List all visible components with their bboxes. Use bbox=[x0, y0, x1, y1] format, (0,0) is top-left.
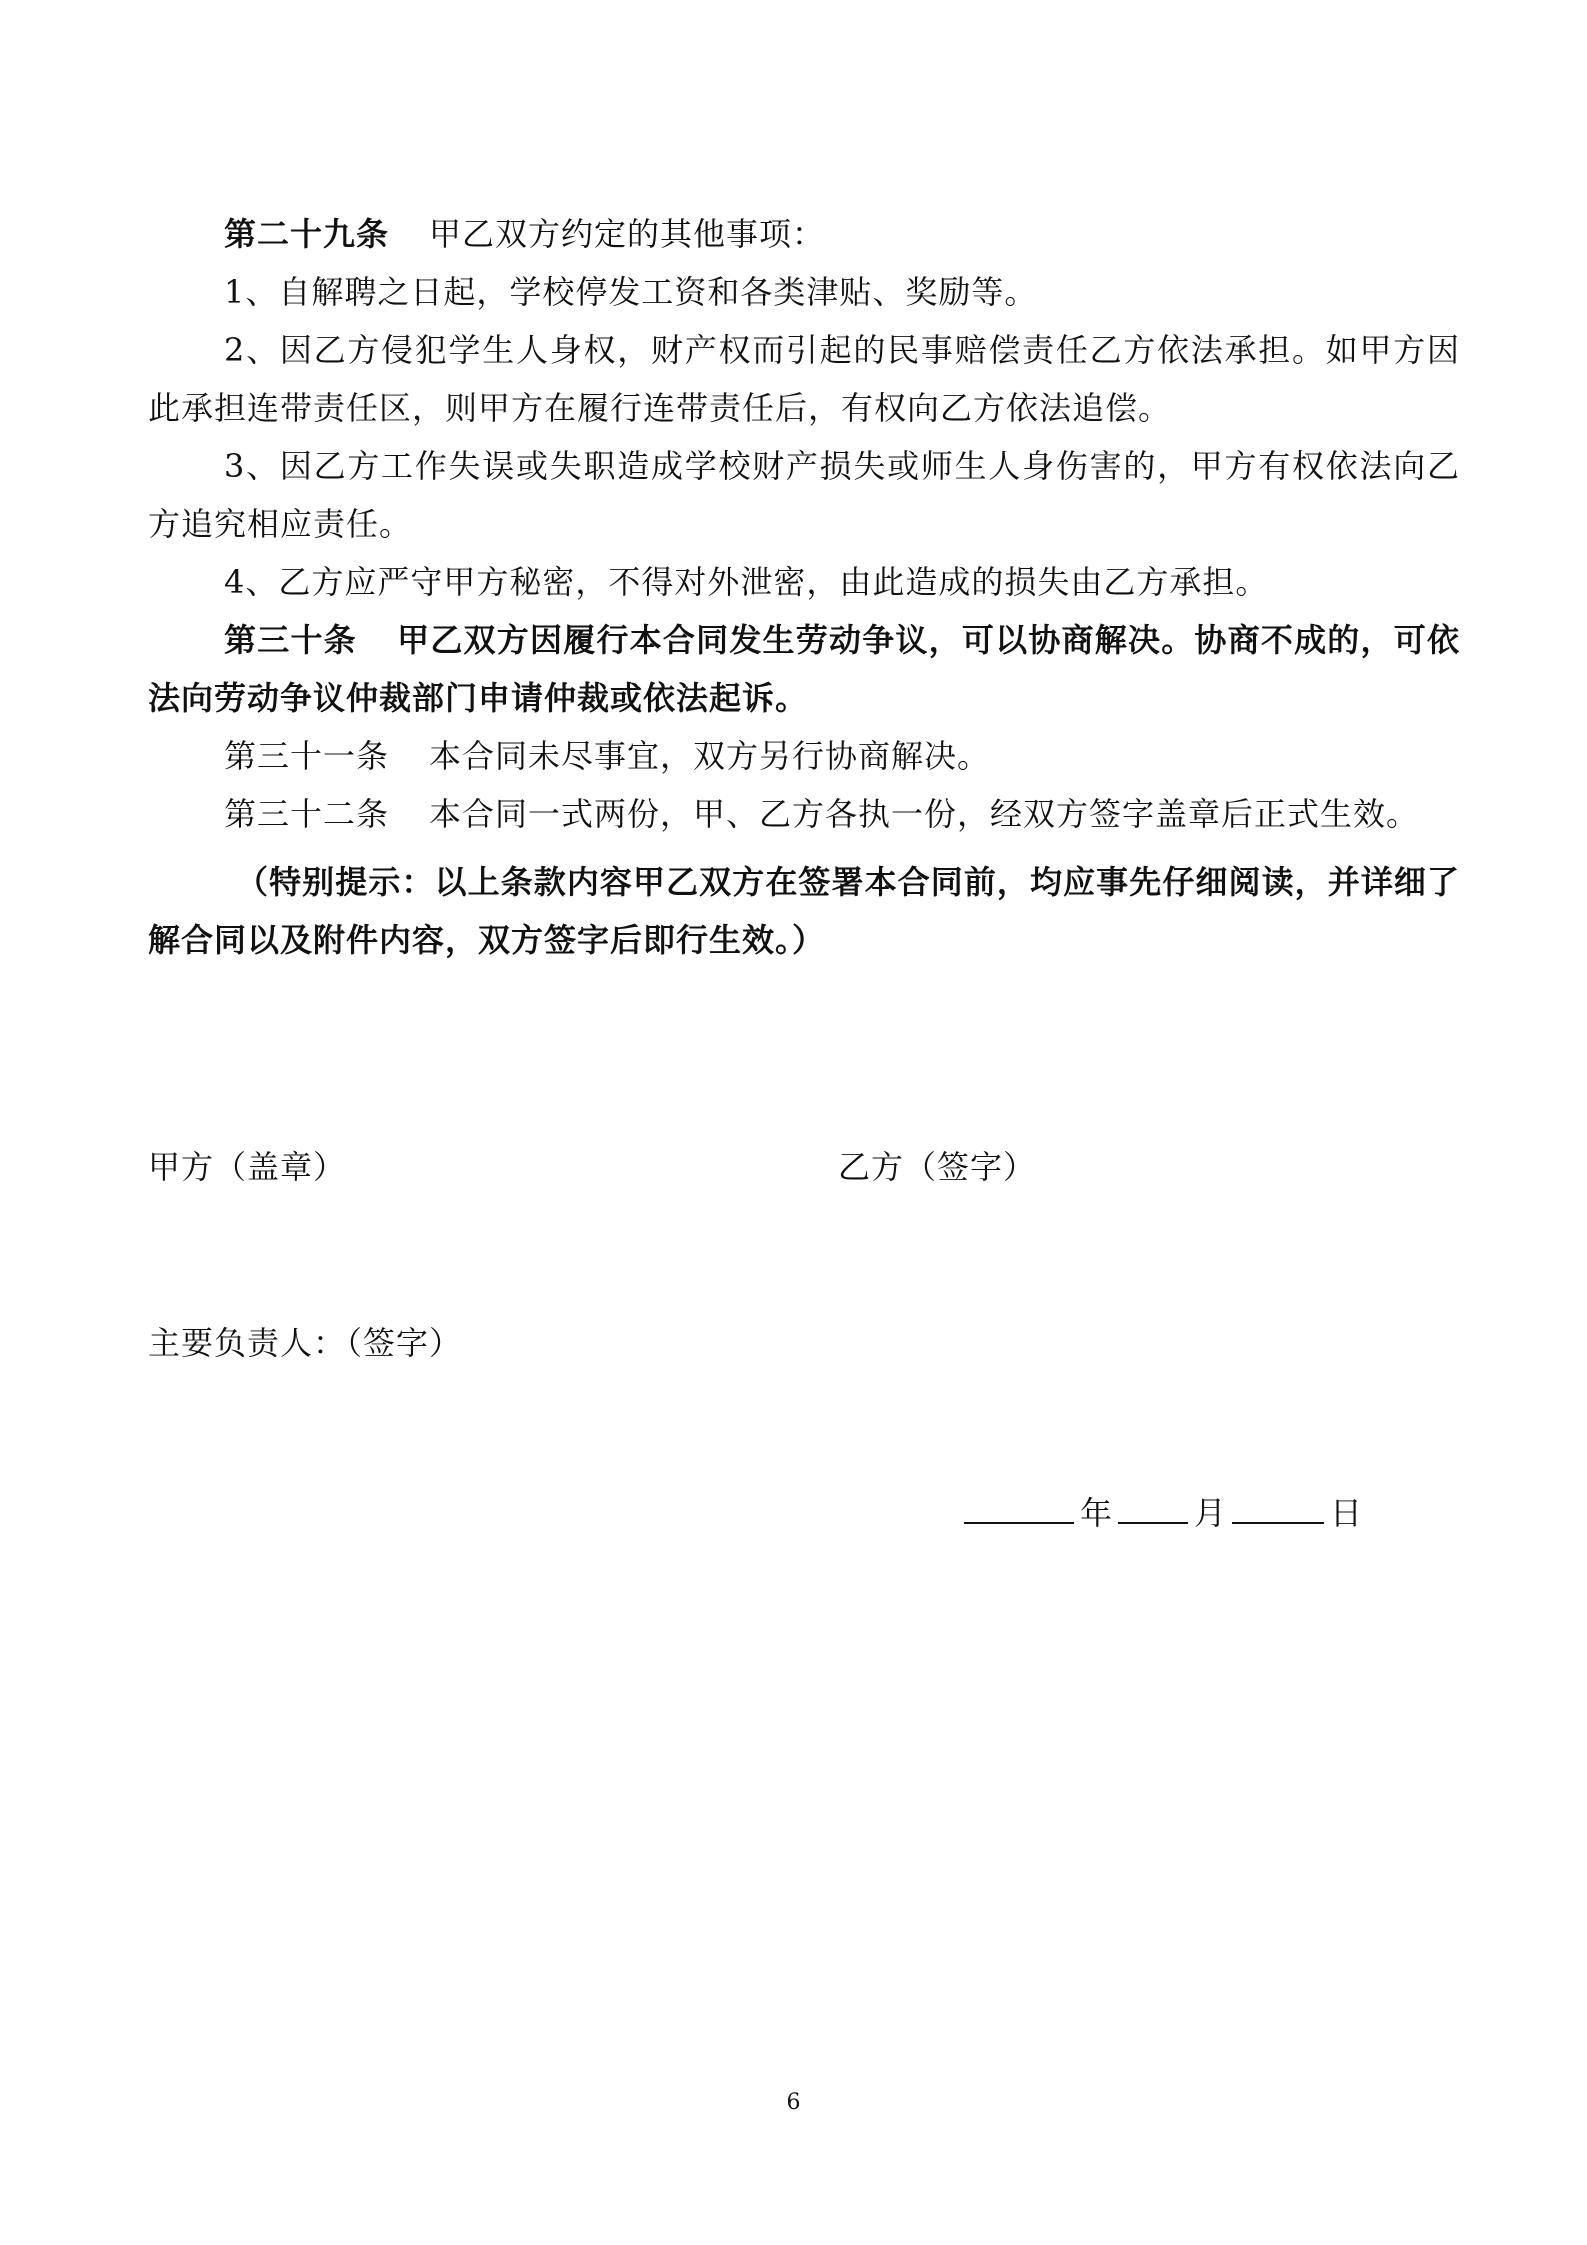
day-label: 日 bbox=[1330, 1494, 1363, 1532]
article-29-item-1: 1、自解聘之日起，学校停发工资和各类津贴、奖励等。 bbox=[224, 273, 1038, 311]
day-blank bbox=[1232, 1492, 1324, 1524]
article-29-text: 甲乙双方约定的其他事项： bbox=[429, 215, 826, 253]
contract-body bbox=[148, 205, 1460, 969]
article-31-head: 第三十一条 bbox=[224, 737, 390, 775]
party-a-seal: 甲方（盖章） bbox=[148, 1148, 347, 1186]
article-32 bbox=[148, 785, 1460, 843]
article-31 bbox=[148, 727, 1460, 785]
date-line bbox=[964, 1488, 1368, 1534]
article-29-item-2: 2、因乙方侵犯学生人身权，财产权而引起的民事赔偿责任乙方依法承担。如甲方因此承担连带责任区，则甲方在履行连带责任后，有权向乙方依法追偿。 bbox=[148, 331, 1460, 427]
party-b-signature: 乙方（签字） bbox=[838, 1148, 1037, 1186]
article-31-text: 本合同未尽事宜，双方另行协商解决。 bbox=[429, 737, 991, 775]
article-29-item-3: 3、因乙方工作失误或失职造成学校财产损失或师生人身伤害的，甲方有权依法向乙方追究相应责任。 bbox=[148, 447, 1460, 543]
year-blank bbox=[964, 1492, 1074, 1524]
article-30 bbox=[148, 611, 1460, 727]
article-32-head: 第三十二条 bbox=[224, 795, 390, 833]
year-label: 年 bbox=[1080, 1494, 1113, 1532]
page-number: 6 bbox=[786, 2090, 801, 2115]
month-label: 月 bbox=[1194, 1494, 1227, 1532]
article-30-head: 第三十条 bbox=[224, 621, 357, 659]
principal-signature: 主要负责人：（签字） bbox=[148, 1324, 463, 1362]
month-blank bbox=[1118, 1492, 1188, 1524]
article-30-text: 甲乙双方因履行本合同发生劳动争议，可以协商解决。协商不成的，可依法向劳动争议仲裁部门申请仲裁或依法起诉。 bbox=[148, 621, 1460, 717]
article-29-head: 第二十九条 bbox=[224, 215, 390, 253]
article-29-item-4: 4、乙方应严守甲方秘密，不得对外泄密，由此造成的损失由乙方承担。 bbox=[224, 563, 1269, 601]
special-note: （特别提示：以上条款内容甲乙双方在签署本合同前，均应事先仔细阅读，并详细了解合同以及附件内容，双方签字后即行生效。） bbox=[148, 863, 1460, 959]
article-29 bbox=[148, 205, 1460, 263]
article-32-text: 本合同一式两份，甲、乙方各执一份，经双方签字盖章后正式生效。 bbox=[429, 795, 1420, 833]
